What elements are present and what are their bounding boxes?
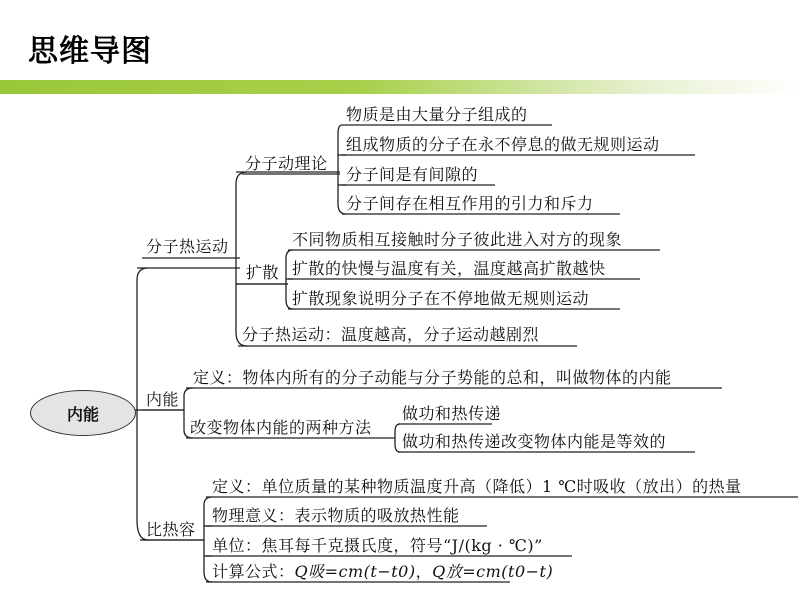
node-internal-energy: 内能	[146, 390, 180, 409]
leaf-diffusion-2: 扩散的快慢与温度有关，温度越高扩散越快	[292, 259, 606, 278]
leaf-heat-unit: 单位：焦耳每千克摄氏度，符号“J/(kg · ℃)”	[212, 536, 543, 555]
node-diffusion: 扩散	[246, 263, 280, 282]
formula-prefix: 计算公式：	[212, 562, 295, 581]
formula-separator: ，	[415, 562, 433, 581]
page-title: 思维导图	[28, 34, 152, 69]
leaf-heat-meaning: 物理意义：表示物质的吸放热性能	[212, 506, 460, 525]
node-specific-heat: 比热容	[146, 520, 196, 539]
leaf-internal-definition: 定义：物体内所有的分子动能与分子势能的总和，叫做物体的内能	[193, 368, 672, 387]
node-molecular-motion: 分子热运动	[146, 237, 229, 256]
leaf-method-1: 做功和热传递	[402, 404, 502, 423]
formula-release: Q放=cm(t0−t)	[432, 562, 554, 581]
node-kinetic-theory: 分子动理论	[245, 154, 328, 173]
leaf-theory-3: 分子间是有间隙的	[346, 165, 479, 184]
leaf-method-2: 做功和热传递改变物体内能是等效的	[402, 432, 667, 451]
leaf-diffusion-3: 扩散现象说明分子在不停地做无规则运动	[292, 289, 590, 308]
leaf-motion-summary: 分子热运动：温度越高，分子运动越剧烈	[242, 325, 540, 344]
leaf-heat-formula	[212, 563, 553, 581]
leaf-theory-2: 组成物质的分子在永不停息的做无规则运动	[346, 135, 660, 154]
formula-absorb: Q吸=cm(t−t0)	[294, 562, 416, 581]
leaf-diffusion-1: 不同物质相互接触时分子彼此进入对方的现象	[292, 230, 623, 249]
leaf-theory-4: 分子间存在相互作用的引力和斥力	[346, 194, 594, 213]
leaf-theory-1: 物质是由大量分子组成的	[346, 105, 528, 124]
node-change-methods: 改变物体内能的两种方法	[190, 418, 372, 437]
root-node: 内能	[30, 390, 136, 436]
leaf-heat-definition: 定义：单位质量的某种物质温度升高（降低）1 ℃时吸收（放出）的热量	[212, 477, 742, 496]
